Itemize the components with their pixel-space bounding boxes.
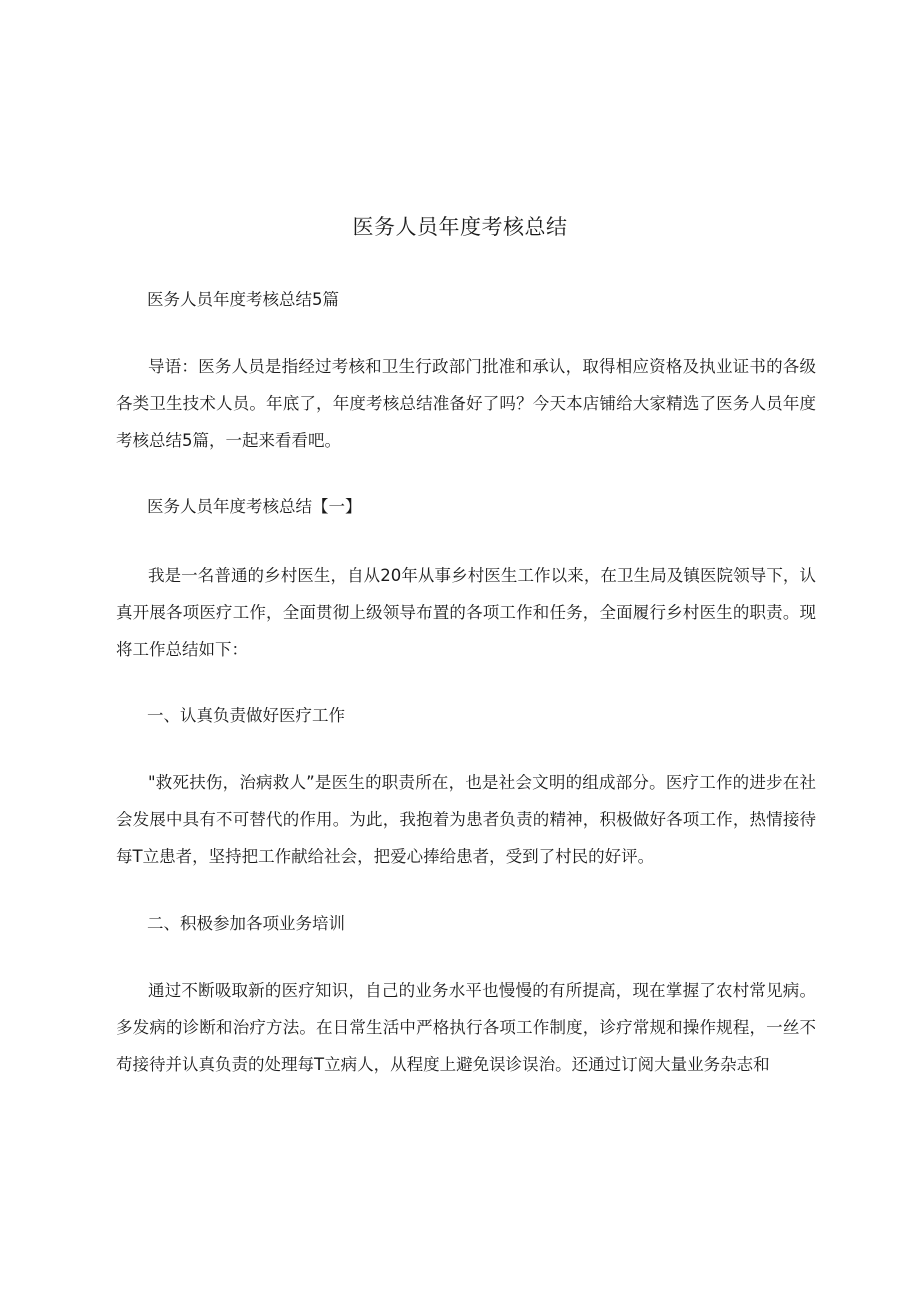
heading-2: 二、积极参加各项业务培训: [147, 914, 345, 933]
document-subtitle: 医务人员年度考核总结5篇: [147, 290, 339, 309]
document-title: 医务人员年度考核总结: [352, 215, 568, 239]
section-title: 医务人员年度考核总结【一】: [147, 497, 362, 516]
body-paragraph-2: "救死扶伤，治病救人”是医生的职责所在，也是社会文明的组成部分。医疗工作的进步在社会发展中具有不可替代的作用。为此，我抱着为患者负责的精神，积极做好各项工作，热情接待每T立患者，坚持把工作献给社会，把爱心捧给患者，受到了村民的好评。: [116, 773, 816, 866]
body-paragraph-1: 我是一名普通的乡村医生，自从20年从事乡村医生工作以来，在卫生局及镇医院领导下，认真开展各项医疗工作，全面贯彻上级领导布置的各项工作和任务，全面履行乡村医生的职责。现将工作总结如下：: [116, 566, 816, 659]
heading-1: 一、认真负责做好医疗工作: [147, 706, 345, 725]
body-paragraph-3: 通过不断吸取新的医疗知识，自己的业务水平也慢慢的有所提高，现在掌握了农村常见病。多发病的诊断和治疗方法。在日常生活中严格执行各项工作制度，诊疗常规和操作规程，一丝不苟接待并认真负责的处理每T立病人，从程度上避免误诊误治。还通过订阅大量业务杂志和: [116, 981, 816, 1074]
intro-paragraph: 导语：医务人员是指经过考核和卫生行政部门批准和承认，取得相应资格及执业证书的各级各类卫生技术人员。年底了，年度考核总结准备好了吗？今天本店铺给大家精选了医务人员年度考核总结5篇，一起来看看吧。: [116, 357, 816, 450]
